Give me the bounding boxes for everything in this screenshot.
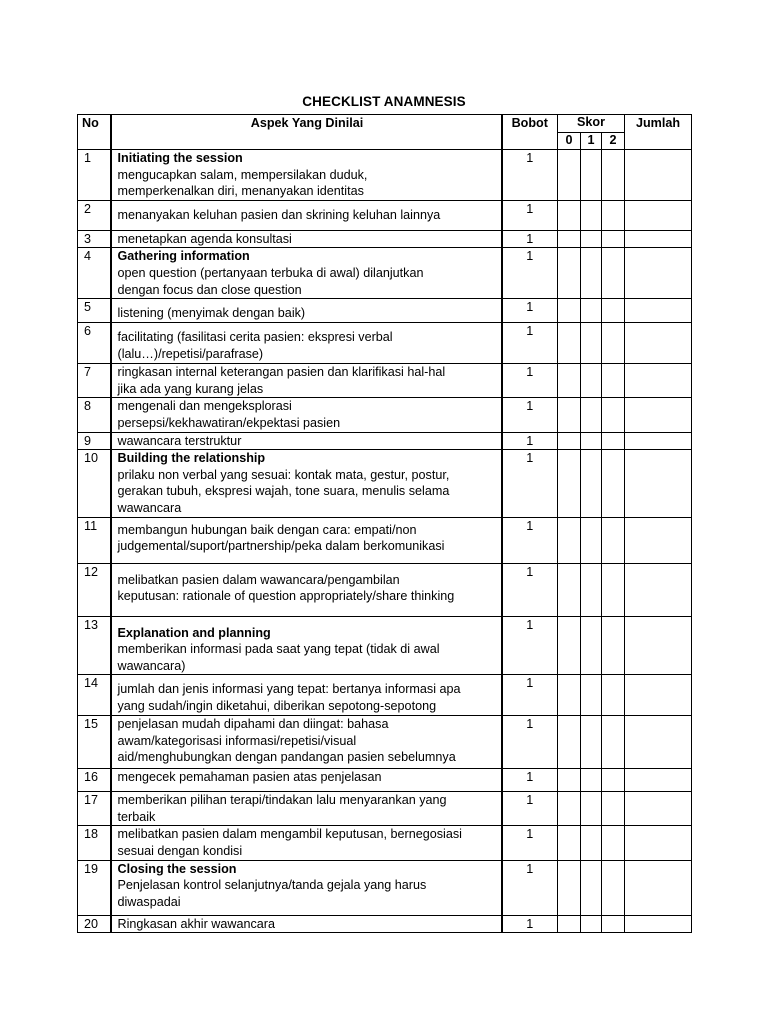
table-row — [78, 299, 692, 323]
bobot-cell: 1 — [502, 792, 558, 826]
jumlah-cell[interactable] — [625, 616, 692, 675]
aspect-cell — [111, 248, 502, 299]
row-number: 18 — [78, 826, 111, 860]
jumlah-cell[interactable] — [625, 398, 692, 432]
skor-0-cell[interactable] — [558, 517, 581, 563]
table-row — [78, 150, 692, 201]
row-number: 3 — [78, 230, 111, 248]
skor-1-cell[interactable] — [581, 517, 602, 563]
skor-1-cell[interactable] — [581, 860, 602, 915]
aspect-text: awam/kategorisasi informasi/repetisi/visual — [117, 733, 357, 748]
skor-2-cell[interactable] — [602, 792, 625, 826]
row-number: 7 — [78, 364, 111, 398]
aspect-text: aid/menghubungkan dengan pandangan pasien sebelumnya — [117, 750, 456, 765]
skor-0-cell[interactable] — [558, 792, 581, 826]
skor-2-cell[interactable] — [602, 200, 625, 230]
row-number: 16 — [78, 769, 111, 792]
aspect-text: membangun hubungan baik dengan cara: empati/non — [117, 522, 417, 537]
aspect-text: wawancara) — [117, 658, 186, 673]
bobot-cell: 1 — [502, 299, 558, 323]
skor-2-cell[interactable] — [602, 150, 625, 201]
skor-1-cell[interactable] — [581, 200, 602, 230]
aspect-cell — [111, 450, 502, 517]
table-row — [78, 517, 692, 563]
header-skor: Skor — [558, 115, 625, 133]
bobot-cell: 1 — [502, 200, 558, 230]
skor-0-cell[interactable] — [558, 563, 581, 616]
skor-2-cell[interactable] — [602, 769, 625, 792]
aspect-text: listening (menyimak dengan baik) — [117, 306, 306, 321]
aspect-text: memberikan pilihan terapi/tindakan lalu menyarankan yang — [117, 793, 447, 808]
table-row — [78, 826, 692, 860]
skor-1-cell[interactable] — [581, 826, 602, 860]
aspect-text: facilitating (fasilitasi cerita pasien: ekspresi verbal — [117, 330, 393, 345]
skor-1-cell[interactable] — [581, 299, 602, 323]
jumlah-cell[interactable] — [625, 248, 692, 299]
section-heading: Building the relationship — [117, 451, 266, 466]
skor-1-cell[interactable] — [581, 716, 602, 769]
aspect-text: memberikan informasi pada saat yang tepat (tidak di awal — [117, 642, 440, 657]
aspect-cell — [111, 860, 502, 915]
aspect-text: yang sudah/ingin diketahui, diberikan sepotong-sepotong — [117, 698, 437, 713]
jumlah-cell[interactable] — [625, 323, 692, 364]
skor-0-cell[interactable] — [558, 432, 581, 450]
aspect-cell — [111, 517, 502, 563]
bobot-cell: 1 — [502, 450, 558, 517]
skor-0-cell[interactable] — [558, 200, 581, 230]
bobot-cell: 1 — [502, 364, 558, 398]
section-heading: Gathering information — [117, 249, 250, 264]
skor-0-cell[interactable] — [558, 230, 581, 248]
header-skor-2: 2 — [602, 133, 625, 150]
aspect-text: melibatkan pasien dalam mengambil keputusan, bernegosiasi — [117, 827, 462, 842]
aspect-text: terbaik — [117, 809, 156, 824]
table-row — [78, 323, 692, 364]
aspect-cell — [111, 150, 502, 201]
aspect-cell — [111, 432, 502, 450]
row-number: 17 — [78, 792, 111, 826]
aspect-cell — [111, 299, 502, 323]
jumlah-cell[interactable] — [625, 563, 692, 616]
skor-1-cell[interactable] — [581, 450, 602, 517]
aspect-text: persepsi/kekhawatiran/ekpektasi pasien — [117, 415, 341, 430]
skor-2-cell[interactable] — [602, 860, 625, 915]
table-row — [78, 792, 692, 826]
row-number: 11 — [78, 517, 111, 563]
bobot-cell: 1 — [502, 230, 558, 248]
jumlah-cell[interactable] — [625, 860, 692, 915]
bobot-cell: 1 — [502, 616, 558, 675]
skor-2-cell[interactable] — [602, 398, 625, 432]
aspect-cell — [111, 826, 502, 860]
header-no: No — [78, 115, 111, 150]
jumlah-cell[interactable] — [625, 150, 692, 201]
skor-2-cell[interactable] — [602, 230, 625, 248]
header-bobot: Bobot — [502, 115, 558, 150]
skor-2-cell[interactable] — [602, 432, 625, 450]
skor-0-cell[interactable] — [558, 299, 581, 323]
skor-2-cell[interactable] — [602, 826, 625, 860]
jumlah-cell[interactable] — [625, 716, 692, 769]
row-number: 19 — [78, 860, 111, 915]
skor-2-cell[interactable] — [602, 299, 625, 323]
skor-0-cell[interactable] — [558, 860, 581, 915]
aspect-text: wawancara — [117, 500, 182, 515]
bobot-cell: 1 — [502, 675, 558, 716]
jumlah-cell[interactable] — [625, 769, 692, 792]
bobot-cell: 1 — [502, 860, 558, 915]
table-row — [78, 230, 692, 248]
aspect-cell — [111, 200, 502, 230]
skor-0-cell[interactable] — [558, 450, 581, 517]
aspect-text: diwaspadai — [117, 894, 181, 909]
bobot-cell: 1 — [502, 398, 558, 432]
aspect-text: gerakan tubuh, ekspresi wajah, tone suara, menulis selama — [117, 484, 450, 499]
skor-0-cell[interactable] — [558, 323, 581, 364]
skor-0-cell[interactable] — [558, 150, 581, 201]
table-row — [78, 248, 692, 299]
row-number: 12 — [78, 563, 111, 616]
skor-2-cell[interactable] — [602, 563, 625, 616]
row-number: 13 — [78, 616, 111, 675]
header-aspek: Aspek Yang Dinilai — [111, 115, 502, 150]
row-number: 5 — [78, 299, 111, 323]
aspect-text: dengan focus dan close question — [117, 282, 302, 297]
aspect-cell — [111, 563, 502, 616]
table-row — [78, 432, 692, 450]
table-row — [78, 860, 692, 915]
aspect-text: jika ada yang kurang jelas — [117, 381, 264, 396]
jumlah-cell[interactable] — [625, 792, 692, 826]
bobot-cell: 1 — [502, 248, 558, 299]
table-row — [78, 915, 692, 933]
row-number: 10 — [78, 450, 111, 517]
bobot-cell: 1 — [502, 563, 558, 616]
header-skor-0: 0 — [558, 133, 581, 150]
aspect-cell — [111, 915, 502, 933]
aspect-text: open question (pertanyaan terbuka di awal) dilanjutkan — [117, 265, 424, 280]
skor-2-cell[interactable] — [602, 323, 625, 364]
aspect-text: menetapkan agenda konsultasi — [117, 231, 292, 246]
skor-2-cell[interactable] — [602, 450, 625, 517]
row-number: 2 — [78, 200, 111, 230]
jumlah-cell[interactable] — [625, 230, 692, 248]
bobot-cell: 1 — [502, 150, 558, 201]
aspect-cell — [111, 398, 502, 432]
header-jumlah: Jumlah — [625, 115, 692, 150]
aspect-cell — [111, 323, 502, 364]
jumlah-cell[interactable] — [625, 675, 692, 716]
section-heading: Closing the session — [117, 861, 237, 876]
skor-2-cell[interactable] — [602, 616, 625, 675]
table-row — [78, 563, 692, 616]
skor-1-cell[interactable] — [581, 230, 602, 248]
aspect-text: melibatkan pasien dalam wawancara/pengambilan — [117, 572, 400, 587]
skor-1-cell[interactable] — [581, 364, 602, 398]
table-row — [78, 769, 692, 792]
skor-1-cell[interactable] — [581, 563, 602, 616]
table-row — [78, 398, 692, 432]
bobot-cell: 1 — [502, 826, 558, 860]
aspect-cell — [111, 769, 502, 792]
skor-0-cell[interactable] — [558, 769, 581, 792]
table-row — [78, 200, 692, 230]
aspect-cell — [111, 716, 502, 769]
aspect-text: (lalu…)/repetisi/parafrase) — [117, 346, 264, 361]
skor-1-cell[interactable] — [581, 915, 602, 933]
aspect-text: keputusan: rationale of question appropriately/share thinking — [117, 589, 455, 604]
header-skor-1: 1 — [581, 133, 602, 150]
bobot-cell: 1 — [502, 716, 558, 769]
skor-2-cell[interactable] — [602, 517, 625, 563]
jumlah-cell[interactable] — [625, 826, 692, 860]
aspect-text: ringkasan internal keterangan pasien dan klarifikasi hal-hal — [117, 365, 446, 380]
bobot-cell: 1 — [502, 323, 558, 364]
bobot-cell: 1 — [502, 769, 558, 792]
skor-1-cell[interactable] — [581, 248, 602, 299]
skor-1-cell[interactable] — [581, 675, 602, 716]
jumlah-cell[interactable] — [625, 517, 692, 563]
row-number: 6 — [78, 323, 111, 364]
bobot-cell: 1 — [502, 915, 558, 933]
jumlah-cell[interactable] — [625, 364, 692, 398]
table-row — [78, 716, 692, 769]
skor-1-cell[interactable] — [581, 769, 602, 792]
checklist-table — [77, 114, 692, 933]
skor-1-cell[interactable] — [581, 616, 602, 675]
skor-2-cell[interactable] — [602, 675, 625, 716]
table-row — [78, 364, 692, 398]
skor-0-cell[interactable] — [558, 915, 581, 933]
jumlah-cell[interactable] — [625, 200, 692, 230]
aspect-text: mengucapkan salam, mempersilakan duduk, — [117, 167, 368, 182]
skor-2-cell[interactable] — [602, 364, 625, 398]
jumlah-cell[interactable] — [625, 432, 692, 450]
aspect-text: mengenali dan mengeksplorasi — [117, 399, 292, 414]
aspect-cell — [111, 792, 502, 826]
aspect-text: prilaku non verbal yang sesuai: kontak mata, gestur, postur, — [117, 467, 450, 482]
section-heading: Initiating the session — [117, 151, 243, 165]
aspect-text: Ringkasan akhir wawancara — [117, 916, 276, 931]
skor-0-cell[interactable] — [558, 248, 581, 299]
skor-0-cell[interactable] — [558, 364, 581, 398]
table-row — [78, 450, 692, 517]
skor-2-cell[interactable] — [602, 716, 625, 769]
row-number: 1 — [78, 150, 111, 201]
skor-0-cell[interactable] — [558, 716, 581, 769]
skor-0-cell[interactable] — [558, 675, 581, 716]
aspect-text: sesuai dengan kondisi — [117, 844, 243, 859]
aspect-text: jumlah dan jenis informasi yang tepat: bertanya informasi apa — [117, 682, 461, 697]
aspect-text: judgemental/suport/partnership/peka dalam berkomunikasi — [117, 539, 445, 554]
skor-1-cell[interactable] — [581, 398, 602, 432]
table-row — [78, 675, 692, 716]
skor-1-cell[interactable] — [581, 792, 602, 826]
aspect-cell — [111, 230, 502, 248]
skor-1-cell[interactable] — [581, 150, 602, 201]
aspect-cell — [111, 616, 502, 675]
skor-0-cell[interactable] — [558, 616, 581, 675]
aspect-text: mengecek pemahaman pasien atas penjelasan — [117, 770, 382, 785]
jumlah-cell[interactable] — [625, 299, 692, 323]
aspect-text: wawancara terstruktur — [117, 433, 242, 448]
skor-2-cell[interactable] — [602, 915, 625, 933]
aspect-text: Penjelasan kontrol selanjutnya/tanda gejala yang harus — [117, 878, 427, 893]
bobot-cell: 1 — [502, 432, 558, 450]
aspect-text: penjelasan mudah dipahami dan diingat: bahasa — [117, 717, 389, 732]
skor-2-cell[interactable] — [602, 248, 625, 299]
row-number: 20 — [78, 915, 111, 933]
bobot-cell: 1 — [502, 517, 558, 563]
section-heading: Explanation and planning — [117, 625, 271, 640]
skor-0-cell[interactable] — [558, 826, 581, 860]
skor-1-cell[interactable] — [581, 323, 602, 364]
row-number: 8 — [78, 398, 111, 432]
aspect-cell — [111, 675, 502, 716]
jumlah-cell[interactable] — [625, 915, 692, 933]
aspect-cell — [111, 364, 502, 398]
skor-1-cell[interactable] — [581, 432, 602, 450]
aspect-text: menanyakan keluhan pasien dan skrining keluhan lainnya — [117, 207, 441, 222]
aspect-text: memperkenalkan diri, menanyakan identitas — [117, 184, 364, 199]
row-number: 4 — [78, 248, 111, 299]
row-number: 15 — [78, 716, 111, 769]
skor-0-cell[interactable] — [558, 398, 581, 432]
table-row — [78, 616, 692, 675]
jumlah-cell[interactable] — [625, 450, 692, 517]
page-title: CHECKLIST ANAMNESIS — [302, 94, 466, 109]
row-number: 14 — [78, 675, 111, 716]
row-number: 9 — [78, 432, 111, 450]
